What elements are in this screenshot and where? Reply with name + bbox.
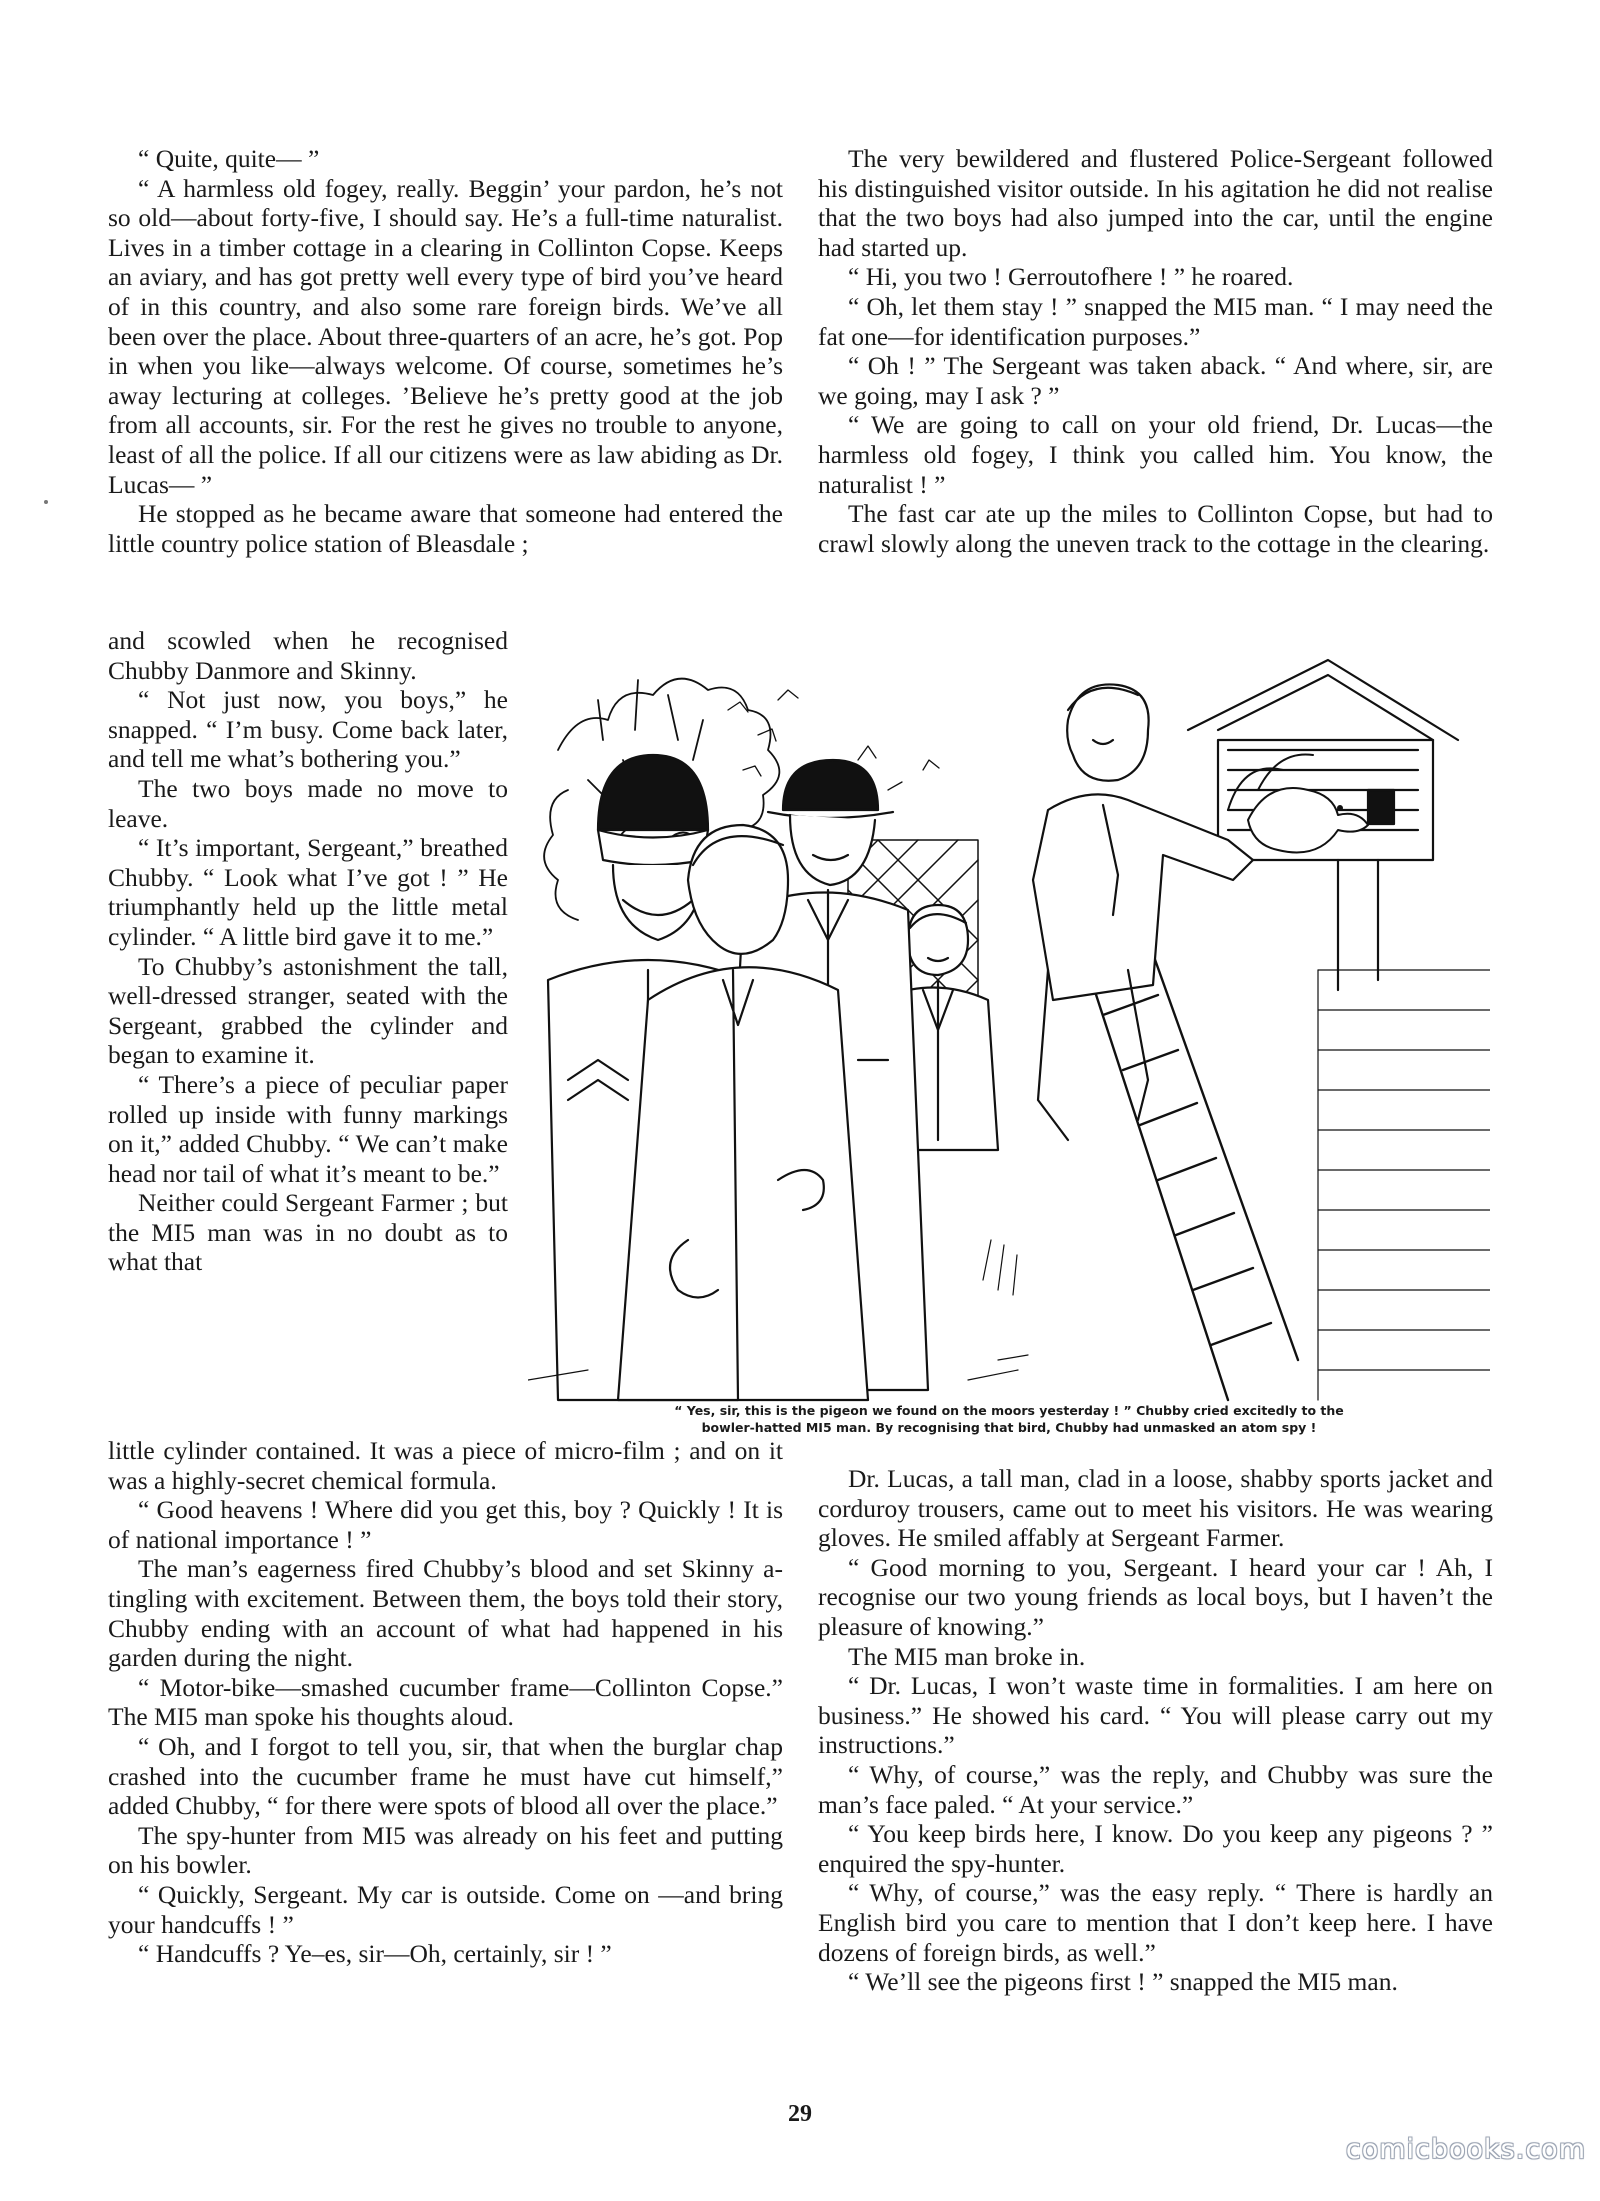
watermark: comicbooks.com [1345, 2134, 1586, 2165]
paragraph: “ Quite, quite— ” [138, 144, 320, 173]
paragraph: The man’s eagerness fired Chubby’s blood and set Skinny a-tingling with excitement. Between them, the boys told their story, Chubby ending with an account of what had happened in his garden during the night. [108, 1554, 783, 1673]
illustration-caption [528, 1402, 1490, 1436]
paragraph: “ Why, of course,” was the easy reply. “ There is hardly an English bird you care to mention that I don’t keep here. I have dozens of foreign birds, as well.” [818, 1878, 1493, 1967]
paragraph: “ Not just now, you boys,” he snapped. “ I’m busy. Come back later, and tell me what’s bothering you.” [108, 685, 508, 774]
paragraph: The spy-hunter from MI5 was already on his feet and putting on his bowler. [108, 1820, 783, 1880]
paragraph: Neither could Sergeant Farmer ; but the MI5 man was in no doubt as to what that [108, 1188, 508, 1277]
paragraph: “ Handcuffs ? Ye–es, sir—Oh, certainly, sir ! ” [138, 1939, 612, 1969]
paragraph: “ Oh ! ” The Sergeant was taken aback. “ And where, sir, are we going, may I ask ? ” [818, 351, 1493, 410]
paragraph: The fast car ate up the miles to Collinton Copse, but had to crawl slowly along the uneven track to the cottage in the clearing. [818, 499, 1493, 558]
paragraph: “ Dr. Lucas, I won’t waste time in formalities. I am here on business.” He showed his card. “ You will please carry out my instructions.” [818, 1671, 1493, 1760]
caption-line: bowler-hatted MI5 man. By recognising that bird, Chubby had unmasked an atom spy ! [701, 1420, 1317, 1435]
paragraph: and scowled when he recognised Chubby Danmore and Skinny. [108, 626, 508, 685]
paragraph: “ Good morning to you, Sergeant. I heard your car ! Ah, I recognise our two young friends as local boys, but I haven’t the pleasure of knowing.” [818, 1552, 1493, 1641]
paragraph: He stopped as he became aware that someone had entered the little country police station of Bleasdale ; [108, 499, 783, 558]
paragraph: “ Quickly, Sergeant. My car is outside. Come on —and bring your handcuffs ! ” [108, 1879, 783, 1939]
paragraph: The very bewildered and flustered Police-Sergeant followed his distinguished visitor outside. In his agitation he did not realise that the two boys had also jumped into the car, until the engine had started up. [818, 144, 1493, 262]
paragraph: “ Hi, you two ! Gerroutofhere ! ” he roared. [848, 262, 1294, 292]
narrow-column-beside-illustration [108, 626, 508, 1277]
paragraph: To Chubby’s astonishment the tall, well-dressed stranger, seated with the Sergeant, grabbed the cylinder and began to examine it. [108, 951, 508, 1070]
paragraph: “ Motor-bike—smashed cucumber frame—Collinton Copse.” The MI5 man spoke his thoughts aloud. [108, 1672, 783, 1732]
page-number: 29 [788, 2101, 812, 2127]
paragraph: “ Oh, let them stay ! ” snapped the MI5 man. “ I may need the fat one—for identification purposes.” [818, 291, 1493, 351]
boy-on-ladder [1033, 684, 1253, 1140]
paragraph: “ Why, of course,” was the reply, and Chubby was sure the man’s face paled. “ At your service.” [818, 1759, 1493, 1819]
ladder [1088, 940, 1298, 1400]
left-column-top [108, 144, 783, 558]
paragraph: “ We are going to call on your old friend, Dr. Lucas—the harmless old fogey, I think you called him. You know, the naturalist ! ” [818, 410, 1493, 499]
paragraph: “ It’s important, Sergeant,” breathed Chubby. “ Look what I’ve got ! ” He triumphantly held up the little metal cylinder. “ A little bird gave it to me.” [108, 833, 508, 951]
right-column-bottom [818, 1464, 1493, 1997]
paragraph: “ There’s a piece of peculiar paper rolled up inside with funny markings on it,” added Chubby. “ We can’t make head nor tail of what it’s meant to be.” [108, 1069, 508, 1188]
paragraph: little cylinder contained. It was a piece of micro-film ; and on it was a highly-secret chemical formula. [108, 1436, 783, 1495]
paragraph: The two boys made no move to leave. [108, 773, 508, 833]
paragraph: “ A harmless old fogey, really. Beggin’ your pardon, he’s not so old—about forty-five, I should say. He’s a full-time naturalist. Lives in a timber cottage in a clearing in Collinton Copse. Keeps an aviary, and has got pretty well every type of bird you’ve heard of in this country, and also some rare foreign birds. We’ve all been over the place. About three-quarters of an acre, he’s got. Pop in when you like—always welcome. Of course, sometimes he’s away lecturing at colleges. ’Believe he’s pretty good at the job from all accounts, sir. For the rest he gives no trouble to anyone, least of all the police. If all our citizens were as law abiding as Dr. Lucas— ” [108, 173, 783, 499]
paragraph: “ You keep birds here, I know. Do you keep any pigeons ? ” enquired the spy-hunter. [818, 1819, 1493, 1878]
scan-speck [44, 500, 48, 504]
right-column-top [818, 144, 1493, 558]
paragraph: “ Oh, and I forgot to tell you, sir, that when the burglar chap crashed into the cucumber frame he must have cut himself,” added Chubby, “ for there were spots of blood all over the place.” [108, 1731, 783, 1821]
paragraph: “ Good heavens ! Where did you get this, boy ? Quickly ! It is of national importance ! ” [108, 1495, 783, 1554]
paragraph: The MI5 man broke in. [848, 1641, 1086, 1671]
paragraph: Dr. Lucas, a tall man, clad in a loose, shabby sports jacket and corduroy trousers, came out to meet his visitors. He was wearing gloves. He smiled affably at Sergeant Farmer. [818, 1464, 1493, 1553]
story-illustration [528, 640, 1490, 1402]
left-column-bottom [108, 1436, 783, 1969]
caption-line: “ Yes, sir, this is the pigeon we found on the moors yesterday ! ” Chubby cried excitedly to the [674, 1403, 1344, 1418]
paragraph: “ We’ll see the pigeons first ! ” snapped the MI5 man. [848, 1967, 1398, 1997]
